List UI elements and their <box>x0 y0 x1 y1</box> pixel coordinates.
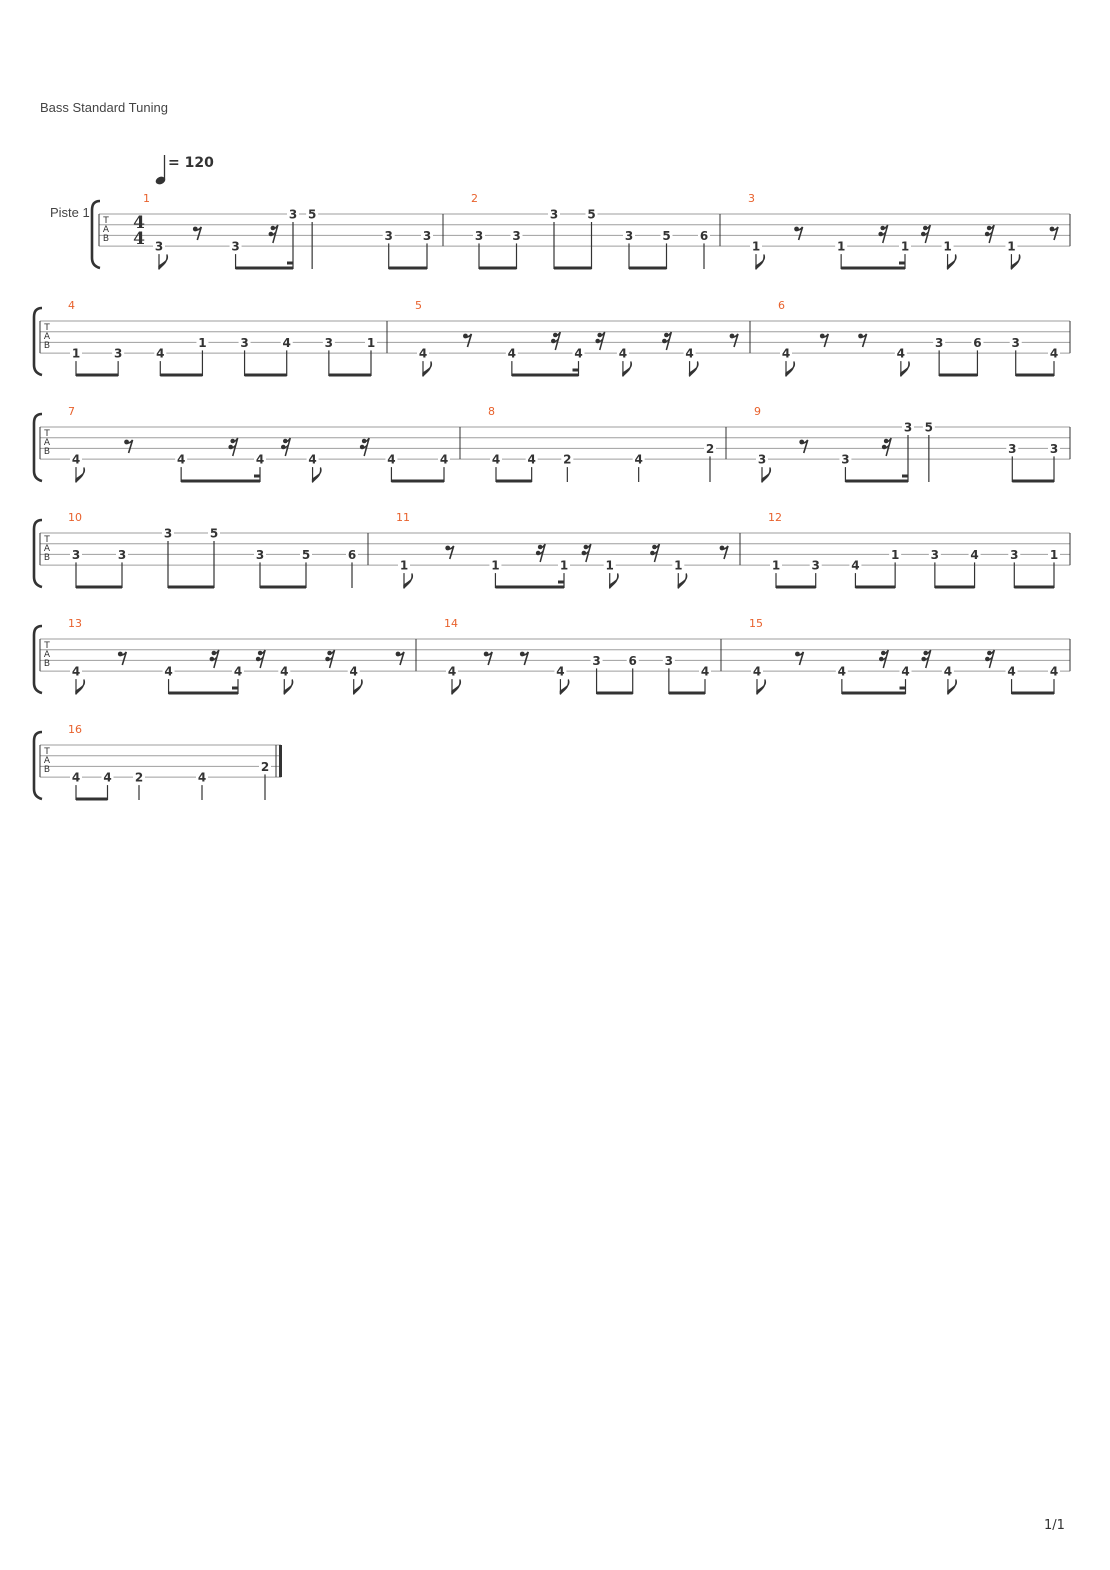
beam <box>597 692 633 695</box>
fret-number: 4 <box>103 770 112 785</box>
fret-number: 1 <box>1007 239 1016 254</box>
fret-number: 4 <box>574 346 583 361</box>
measure-number: 15 <box>749 617 763 630</box>
fret-number: 3 <box>1049 441 1059 456</box>
fret-number: 4 <box>164 664 173 679</box>
fret-number: 3 <box>592 653 601 668</box>
measure-number: 12 <box>768 511 782 524</box>
fret-number: 5 <box>587 207 596 222</box>
fret-number: 4 <box>685 346 694 361</box>
measure-number: 2 <box>471 192 478 205</box>
fret-number: 4 <box>255 452 265 467</box>
beam <box>1012 692 1054 695</box>
note-flag <box>354 680 362 694</box>
measure-number: 6 <box>778 299 785 312</box>
tab-clef-letter: T <box>44 535 50 545</box>
note-flag <box>284 680 292 694</box>
fret-number: 4 <box>527 452 536 467</box>
track-name: Piste 1 <box>50 205 90 220</box>
tab-clef-letter: T <box>103 216 109 226</box>
fret-number: 4 <box>491 452 501 467</box>
beam <box>554 267 592 270</box>
fret-number: 3 <box>117 547 127 562</box>
beam <box>939 374 977 377</box>
tab-clef-letter: A <box>43 438 51 448</box>
tab-clef-letter: B <box>43 341 51 351</box>
fret-number: 3 <box>240 335 249 350</box>
note-flag <box>1011 255 1019 269</box>
fret-number: 4 <box>447 664 457 679</box>
beam <box>389 267 427 270</box>
time-signature-top: 4 <box>133 213 145 233</box>
fret-number: 4 <box>282 335 291 350</box>
note-flag <box>756 255 764 269</box>
fret-number: 4 <box>280 664 289 679</box>
beam <box>169 692 238 695</box>
note-flag <box>76 680 84 694</box>
beam-sixteenth-stub <box>254 475 260 478</box>
fret-number: 4 <box>896 346 906 361</box>
fret-number: 2 <box>260 759 270 774</box>
beam <box>479 267 517 270</box>
fret-number: 3 <box>384 228 393 243</box>
tempo-value: 120 <box>184 155 214 171</box>
note-flag <box>610 574 618 588</box>
fret-number: 1 <box>491 558 500 573</box>
fret-number: 1 <box>751 239 761 254</box>
tab-clef-letter: B <box>102 234 110 244</box>
beam <box>842 692 906 695</box>
note-flag <box>623 362 631 376</box>
system-bracket <box>34 308 42 375</box>
tab-clef-letter: B <box>43 553 51 563</box>
fret-number: 3 <box>324 335 334 350</box>
beam <box>629 267 667 270</box>
fret-number: 4 <box>71 664 81 679</box>
note-flag <box>757 680 765 694</box>
measure-number: 16 <box>68 723 82 736</box>
fret-number: 2 <box>563 452 572 467</box>
note-flag <box>452 680 460 694</box>
beam-sixteenth-stub <box>902 475 908 478</box>
beam <box>841 267 905 270</box>
note-flag <box>948 255 956 269</box>
fret-number: 4 <box>1049 664 1059 679</box>
measure-number: 1 <box>143 192 150 205</box>
fret-number: 1 <box>900 239 910 254</box>
beam <box>845 480 908 483</box>
tab-clef-letter: T <box>44 323 50 333</box>
tab-clef-letter: A <box>43 650 51 660</box>
fret-number: 4 <box>387 452 396 467</box>
note-flag <box>313 468 321 482</box>
system-bracket <box>34 626 42 693</box>
note-flag <box>404 574 412 588</box>
beam <box>669 692 705 695</box>
fret-number: 3 <box>624 228 634 243</box>
beam <box>76 374 118 377</box>
fret-number: 3 <box>255 547 265 562</box>
fret-number: 3 <box>841 452 850 467</box>
beam-sixteenth-stub <box>558 581 564 584</box>
beam-sixteenth-stub <box>573 369 579 372</box>
fret-number: 1 <box>674 558 683 573</box>
fret-number: 1 <box>605 558 614 573</box>
fret-number: 4 <box>156 346 165 361</box>
final-barline-thick <box>279 745 282 777</box>
fret-number: 1 <box>771 558 781 573</box>
fret-number: 3 <box>1008 441 1017 456</box>
beam-sixteenth-stub <box>232 687 238 690</box>
fret-number: 4 <box>71 452 81 467</box>
fret-number: 3 <box>113 346 123 361</box>
fret-number: 1 <box>836 239 846 254</box>
beam <box>76 586 122 589</box>
fret-number: 4 <box>556 664 565 679</box>
fret-number: 4 <box>439 452 449 467</box>
beam <box>1012 480 1054 483</box>
fret-number: 3 <box>288 207 298 222</box>
beam <box>329 374 371 377</box>
fret-number: 4 <box>349 664 358 679</box>
fret-number: 4 <box>1007 664 1016 679</box>
fret-number: 6 <box>347 547 357 562</box>
tab-clef-letter: B <box>43 447 51 457</box>
fret-number: 4 <box>634 452 643 467</box>
fret-number: 1 <box>943 239 952 254</box>
tab-clef-letter: B <box>43 659 51 669</box>
beam <box>935 586 975 589</box>
measure-number: 10 <box>68 511 82 524</box>
note-flag <box>948 680 956 694</box>
fret-number: 4 <box>1049 346 1059 361</box>
beam <box>260 586 306 589</box>
measure-number: 14 <box>444 617 458 630</box>
time-signature-bottom: 4 <box>133 229 145 249</box>
beam <box>512 374 579 377</box>
fret-number: 1 <box>71 346 81 361</box>
fret-number: 3 <box>930 547 940 562</box>
system-bracket <box>34 520 42 587</box>
fret-number: 5 <box>301 547 311 562</box>
measure-number: 3 <box>748 192 755 205</box>
measure-number: 4 <box>68 299 75 312</box>
fret-number: 5 <box>307 207 317 222</box>
tab-clef-letter: A <box>102 225 110 235</box>
fret-number: 3 <box>1010 547 1019 562</box>
tab-clef-letter: A <box>43 756 51 766</box>
fret-number: 4 <box>71 770 81 785</box>
beam-sixteenth-stub <box>287 262 293 265</box>
fret-number: 3 <box>71 547 81 562</box>
fret-number: 3 <box>422 228 432 243</box>
note-flag <box>901 362 909 376</box>
measure-number: 8 <box>488 405 495 418</box>
fret-number: 3 <box>474 228 484 243</box>
fret-number: 1 <box>366 335 376 350</box>
tab-clef-letter: B <box>43 765 51 775</box>
beam <box>168 586 214 589</box>
fret-number: 4 <box>901 664 910 679</box>
fret-number: 4 <box>507 346 517 361</box>
note-flag <box>762 468 770 482</box>
fret-number: 6 <box>973 335 982 350</box>
beam <box>776 586 816 589</box>
beam-sixteenth-stub <box>900 687 906 690</box>
fret-number: 2 <box>705 441 715 456</box>
measure-number: 7 <box>68 405 75 418</box>
fret-number: 3 <box>1011 335 1020 350</box>
beam <box>855 586 895 589</box>
fret-number: 3 <box>934 335 944 350</box>
fret-number: 4 <box>700 664 710 679</box>
fret-number: 3 <box>154 239 164 254</box>
tab-clef-letter: T <box>44 641 50 651</box>
beam <box>495 586 564 589</box>
fret-number: 1 <box>198 335 207 350</box>
beam <box>76 798 108 801</box>
page-number: 1/1 <box>1044 1518 1065 1533</box>
fret-number: 4 <box>418 346 428 361</box>
fret-number: 3 <box>231 239 240 254</box>
fret-number: 4 <box>943 664 953 679</box>
tempo-equals: = <box>168 155 185 171</box>
beam <box>236 267 293 270</box>
beam <box>1014 586 1054 589</box>
fret-number: 4 <box>970 547 979 562</box>
fret-number: 4 <box>197 770 207 785</box>
beam <box>245 374 287 377</box>
fret-number: 3 <box>664 653 674 668</box>
system-bracket <box>34 732 42 799</box>
beam <box>160 374 202 377</box>
beam <box>181 480 260 483</box>
fret-number: 6 <box>628 653 637 668</box>
fret-number: 3 <box>811 558 820 573</box>
fret-number: 4 <box>176 452 186 467</box>
note-flag <box>423 362 431 376</box>
note-flag <box>786 362 794 376</box>
fret-number: 4 <box>233 664 243 679</box>
beam-sixteenth-stub <box>899 262 905 265</box>
fret-number: 4 <box>308 452 317 467</box>
fret-number: 3 <box>512 228 521 243</box>
beam <box>391 480 444 483</box>
fret-number: 1 <box>399 558 409 573</box>
fret-number: 6 <box>699 228 709 243</box>
fret-number: 3 <box>903 420 913 435</box>
fret-number: 4 <box>851 558 860 573</box>
tuning-label: Bass Standard Tuning <box>40 100 168 115</box>
fret-number: 5 <box>662 228 671 243</box>
fret-number: 1 <box>890 547 900 562</box>
note-flag <box>76 468 84 482</box>
fret-number: 3 <box>163 526 173 541</box>
measure-number: 5 <box>415 299 422 312</box>
beam <box>496 480 532 483</box>
system-bracket <box>34 414 42 481</box>
note-flag <box>560 680 568 694</box>
tab-clef-letter: A <box>43 332 51 342</box>
measure-number: 9 <box>754 405 761 418</box>
fret-number: 4 <box>781 346 791 361</box>
tab-clef-letter: A <box>43 544 51 554</box>
fret-number: 1 <box>1049 547 1059 562</box>
fret-number: 1 <box>559 558 569 573</box>
note-flag <box>678 574 686 588</box>
beam <box>1016 374 1054 377</box>
fret-number: 5 <box>924 420 934 435</box>
measure-number: 11 <box>396 511 410 524</box>
fret-number: 2 <box>134 770 144 785</box>
tab-clef-letter: T <box>44 747 50 757</box>
note-flag <box>690 362 698 376</box>
fret-number: 4 <box>618 346 628 361</box>
fret-number: 5 <box>209 526 219 541</box>
fret-number: 4 <box>752 664 762 679</box>
fret-number: 3 <box>549 207 559 222</box>
measure-number: 13 <box>68 617 82 630</box>
tab-clef-letter: T <box>44 429 50 439</box>
note-flag <box>159 255 167 269</box>
fret-number: 3 <box>757 452 767 467</box>
fret-number: 4 <box>837 664 847 679</box>
